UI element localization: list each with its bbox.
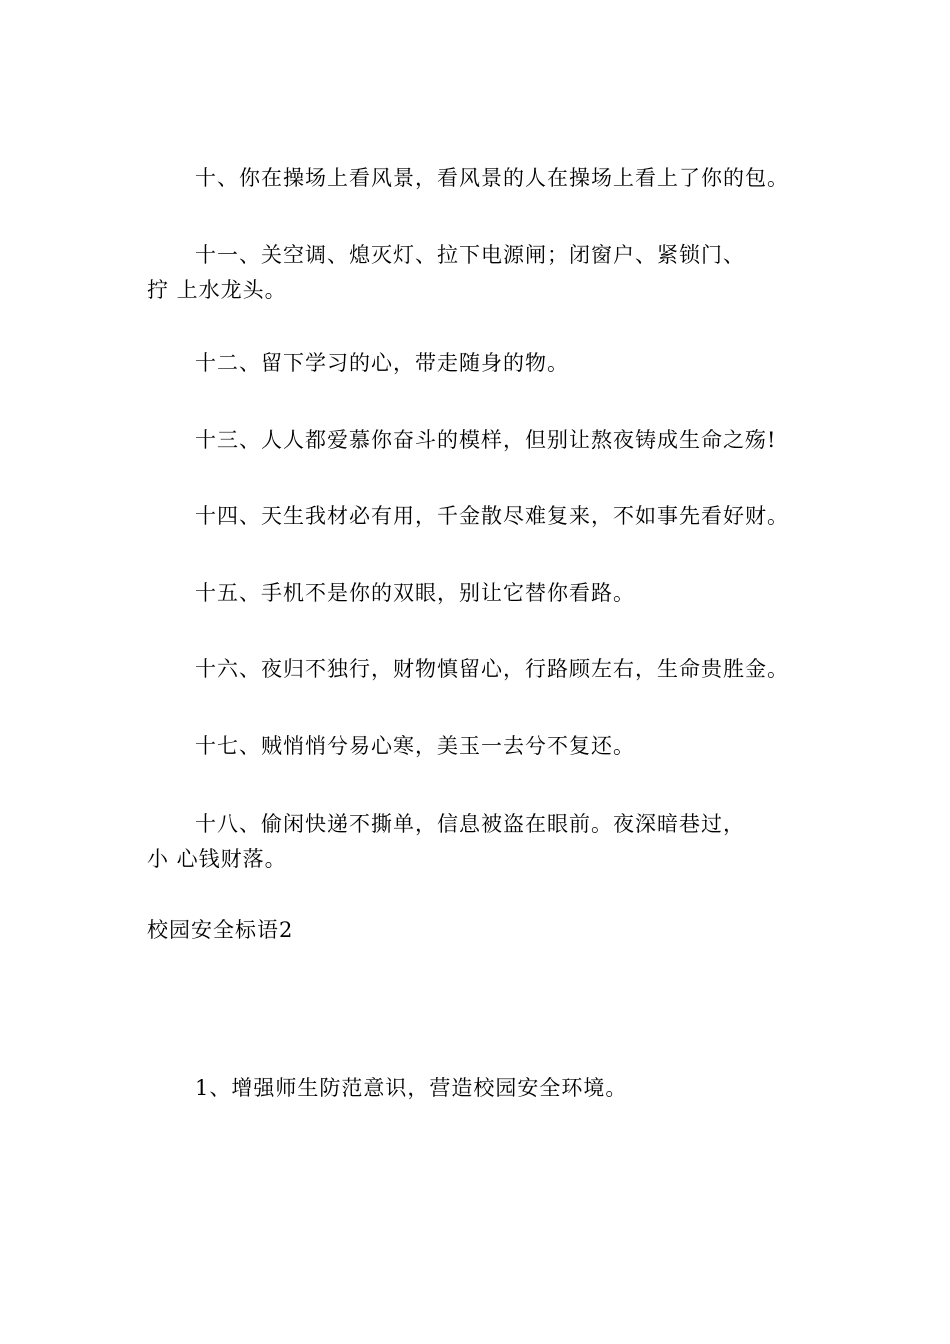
paragraph-12: 十二、留下学习的心，带走随身的物。 [195, 351, 569, 375]
slogan-1: 1、增强师生防范意识，营造校园安全环境。 [195, 1076, 628, 1100]
paragraph-16: 十六、夜归不独行，财物慎留心，行路顾左右，生命贵胜金。 [195, 657, 789, 681]
paragraph-18-line-1: 十八、偷闲快递不撕单，信息被盗在眼前。夜深暗巷过， [195, 812, 745, 836]
paragraph-18-line-2: 小 心钱财落。 [147, 847, 287, 871]
paragraph-11-line-2: 拧 上水龙头。 [147, 278, 287, 302]
section-heading: 校园安全标语2 [147, 918, 294, 942]
paragraph-10: 十、你在操场上看风景，看风景的人在操场上看上了你的包。 [195, 166, 789, 190]
paragraph-11-line-1: 十一、关空调、熄灭灯、拉下电源闸；闭窗户、紧锁门、 [195, 243, 745, 267]
paragraph-13: 十三、人人都爱慕你奋斗的模样，但别让熬夜铸成生命之殇! [195, 428, 777, 452]
paragraph-15: 十五、手机不是你的双眼，别让它替你看路。 [195, 581, 635, 605]
paragraph-14: 十四、天生我材必有用，千金散尽难复来，不如事先看好财。 [195, 504, 789, 528]
paragraph-17: 十七、贼悄悄兮易心寒，美玉一去兮不复还。 [195, 734, 635, 758]
